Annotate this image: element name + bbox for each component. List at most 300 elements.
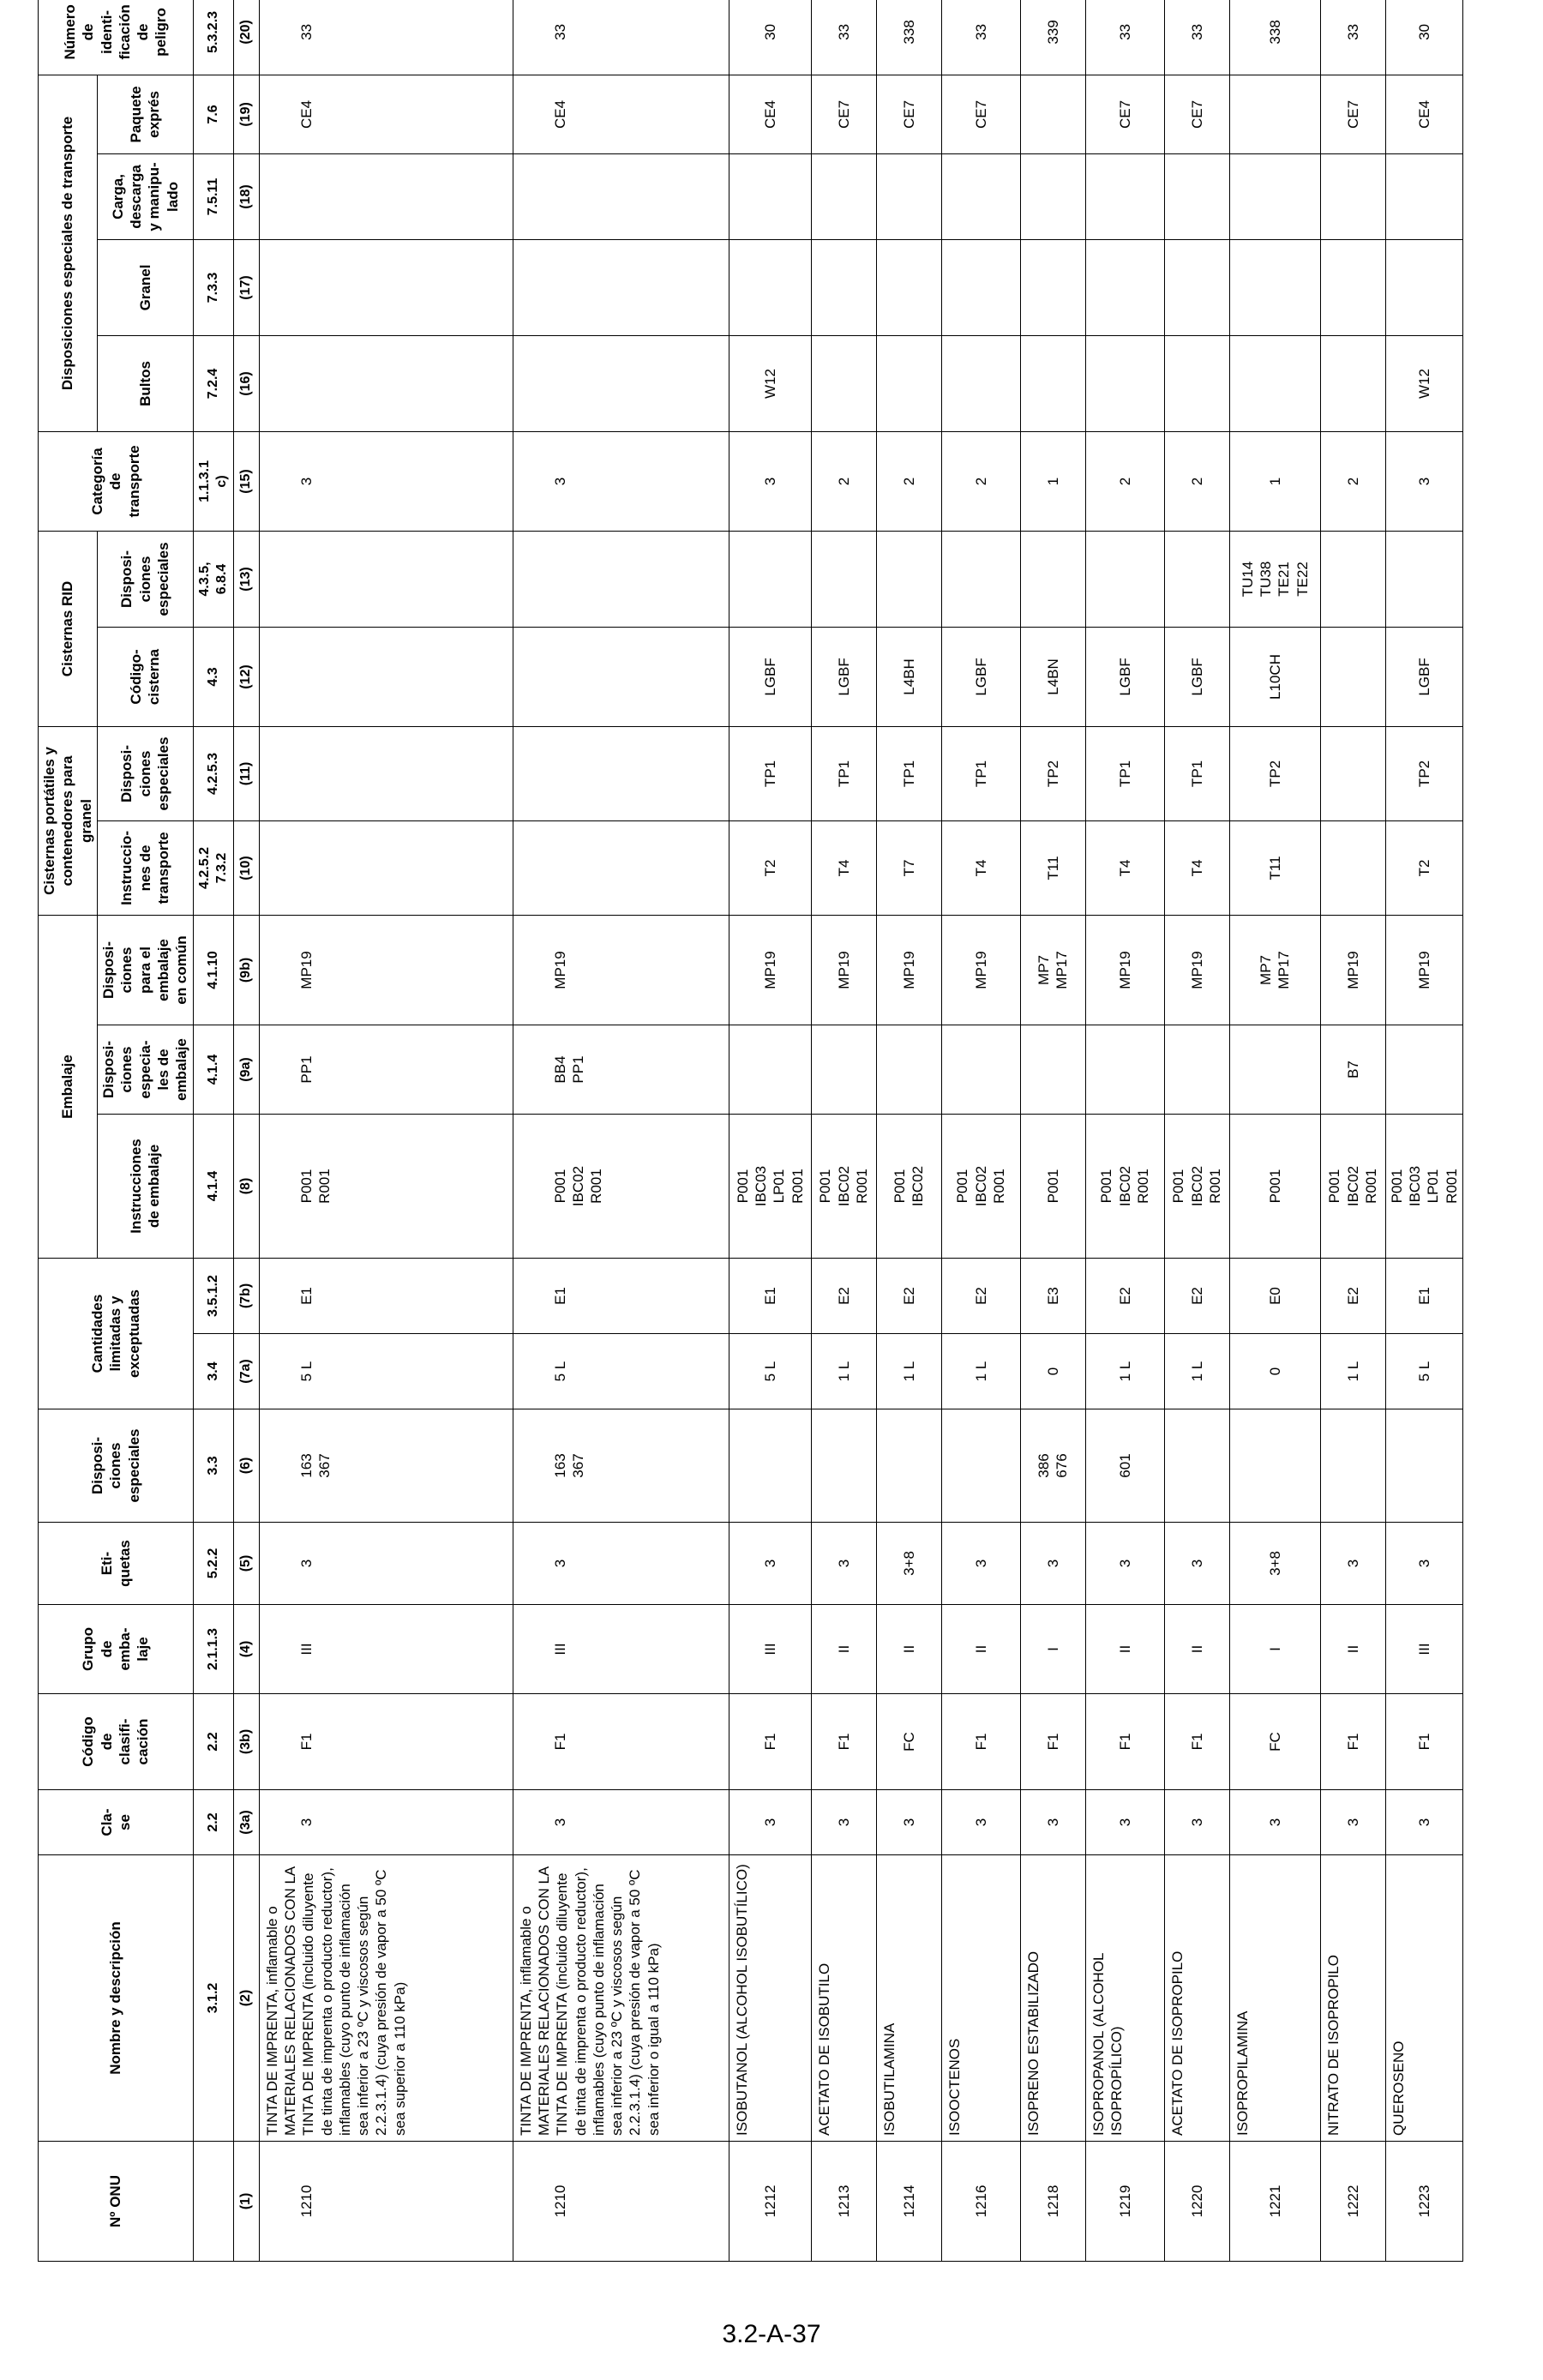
substance-name-cell: ISOPROPILAMINA (1229, 1855, 1320, 2142)
header-disposiciones-especiales: Disposi- ciones especiales (39, 1409, 194, 1523)
table-cell: I (1229, 1605, 1320, 1694)
table-cell: 2 (941, 431, 1020, 531)
table-cell: 1 (1020, 431, 1085, 531)
table-cell: 3 (941, 1790, 1020, 1855)
reference-cell: 3.1.2 (193, 1855, 233, 2142)
reference-cell: 4.1.4 (193, 1115, 233, 1259)
table-cell (1229, 335, 1320, 431)
un-number-cell: 1213 (811, 2142, 876, 2262)
table-cell: CE4 (513, 75, 729, 153)
table-cell: 339 (1020, 0, 1085, 75)
column-number-cell: (9a) (233, 1025, 259, 1115)
table-cell (811, 153, 876, 239)
table-cell: 1 L (876, 1334, 941, 1409)
table-cell: 3 (1320, 1523, 1385, 1605)
table-cell (513, 531, 729, 627)
table-cell: LGBF (729, 627, 811, 726)
table-row (1229, 0, 1320, 2262)
un-number-cell: 1212 (729, 2142, 811, 2262)
table-cell (1085, 239, 1164, 335)
table-cell (1020, 75, 1085, 153)
table-row (876, 0, 941, 2262)
table-cell (941, 335, 1020, 431)
table-cell: E0 (1229, 1259, 1320, 1334)
reference-cell: 7.5.11 (193, 153, 233, 239)
un-number-cell: 1220 (1164, 2142, 1229, 2262)
table-cell (513, 335, 729, 431)
table-cell (513, 627, 729, 726)
table-cell: 3 (1085, 1523, 1164, 1605)
table-cell: CE7 (876, 75, 941, 153)
table-cell (811, 531, 876, 627)
table-cell: MP19 (729, 915, 811, 1025)
un-number-cell: 1218 (1020, 2142, 1085, 2262)
table-cell (513, 239, 729, 335)
table-cell (811, 335, 876, 431)
column-number-cell: (3a) (233, 1790, 259, 1855)
table-cell: F1 (1320, 1694, 1385, 1790)
table-cell (1164, 1409, 1229, 1523)
table-cell (729, 531, 811, 627)
reference-cell: 2.1.1.3 (193, 1605, 233, 1694)
table-cell: E3 (1020, 1259, 1085, 1334)
table-cell (259, 531, 513, 627)
table-cell: T4 (1085, 820, 1164, 915)
header-clase: Cla- se (39, 1790, 194, 1855)
table-cell: 3+8 (1229, 1523, 1320, 1605)
table-cell: FC (876, 1694, 941, 1790)
table-cell: P001 IBC03 LP01 R001 (729, 1115, 811, 1259)
substance-name-cell: ISOBUTANOL (ALCOHOL ISOBUTÍLICO) (729, 1855, 811, 2142)
table-cell: F1 (1085, 1694, 1164, 1790)
table-cell: TP2 (1385, 726, 1462, 820)
table-cell: II (1164, 1605, 1229, 1694)
table-cell: FC (1229, 1694, 1320, 1790)
table-cell: 3 (1164, 1523, 1229, 1605)
header-paquete-expres: Paquete exprés (97, 75, 193, 153)
reference-cell: 4.2.5.2 7.3.2 (193, 820, 233, 915)
reference-cell: 3.3 (193, 1409, 233, 1523)
header-categoria-transporte: Categoría de transporte (39, 431, 194, 531)
reference-cell: 4.1.4 (193, 1025, 233, 1115)
table-cell: MP19 (876, 915, 941, 1025)
table-cell: 33 (941, 0, 1020, 75)
table-cell (1164, 239, 1229, 335)
table-cell (1020, 335, 1085, 431)
column-number-cell: (20) (233, 0, 259, 75)
table-row (729, 0, 811, 2262)
substance-name-cell: QUEROSENO (1385, 1855, 1462, 2142)
table-cell: P001 IBC02 R001 (1320, 1115, 1385, 1259)
table-cell: T4 (1164, 820, 1229, 915)
table-row (1320, 0, 1385, 2262)
table-cell: E2 (1164, 1259, 1229, 1334)
table-cell: F1 (259, 1694, 513, 1790)
table-cell (876, 153, 941, 239)
un-number-cell: 1210 (259, 2142, 513, 2262)
header-codigo-clasificacion: Código de clasifi- cación (39, 1694, 194, 1790)
substance-name-cell: TINTA DE IMPRENTA, inflamable o MATERIALES RELACIONADOS CON LA TINTA DE IMPRENTA (incluido diluyente de tinta de imprenta o producto reductor), inflamables (cuyo punto de inflamación sea inferior a 23 ºC y viscosos según 2.2.3.1.4) (cuya presión de vapor a 50 ºC sea superior a 110 kPa) (259, 1855, 513, 2142)
table-cell: CE4 (259, 75, 513, 153)
header-granel: Granel (97, 239, 193, 335)
table-cell: 3 (1385, 1790, 1462, 1855)
table-cell: 3 (941, 1523, 1020, 1605)
table-cell: T2 (1385, 820, 1462, 915)
table-cell (1164, 1025, 1229, 1115)
table-cell (1385, 1409, 1462, 1523)
table-cell: W12 (1385, 335, 1462, 431)
table-cell: 1 L (811, 1334, 876, 1409)
substance-name-cell: ISOBUTILAMINA (876, 1855, 941, 2142)
table-cell (1164, 153, 1229, 239)
table-row (1020, 0, 1085, 2262)
table-cell: 0 (1020, 1334, 1085, 1409)
column-number-cell: (17) (233, 239, 259, 335)
table-cell (1020, 1025, 1085, 1115)
table-cell: E1 (259, 1259, 513, 1334)
table-cell: TP1 (1085, 726, 1164, 820)
column-number-cell: (10) (233, 820, 259, 915)
column-number-cell: (2) (233, 1855, 259, 2142)
table-cell (941, 1409, 1020, 1523)
table-cell (259, 627, 513, 726)
table-cell (1385, 531, 1462, 627)
table-cell: TP1 (811, 726, 876, 820)
table-cell: T2 (729, 820, 811, 915)
table-cell: 1 L (941, 1334, 1020, 1409)
table-cell: 1 L (1320, 1334, 1385, 1409)
table-cell: 163 367 (259, 1409, 513, 1523)
table-cell: 3 (1164, 1790, 1229, 1855)
substance-name-cell: ACETATO DE ISOPROPILO (1164, 1855, 1229, 2142)
column-number-cell: (1) (233, 2142, 259, 2262)
table-cell: 2 (1164, 431, 1229, 531)
table-cell (1229, 239, 1320, 335)
un-number-cell: 1223 (1385, 2142, 1462, 2262)
table-cell: III (1385, 1605, 1462, 1694)
un-number-cell: 1210 (513, 2142, 729, 2262)
table-cell: 33 (259, 0, 513, 75)
reference-cell: 5.3.2.3 (193, 0, 233, 75)
header-codigo-cisterna: Código- cisterna (97, 627, 193, 726)
reference-cell: 4.3 (193, 627, 233, 726)
reference-cell: 4.2.5.3 (193, 726, 233, 820)
table-cell: II (1085, 1605, 1164, 1694)
reference-cell: 5.2.2 (193, 1523, 233, 1605)
column-number-row (233, 0, 259, 2262)
rotated-page (38, 4, 1460, 2262)
table-cell (876, 531, 941, 627)
header-cisternas-rid: Cisternas RID (39, 531, 98, 726)
table-cell (1229, 75, 1320, 153)
table-cell: 33 (811, 0, 876, 75)
table-cell: LGBF (811, 627, 876, 726)
header-grupo-embalaje: Grupo de emba- laje (39, 1605, 194, 1694)
table-cell: 33 (1320, 0, 1385, 75)
header-numero-peligro: Número de identi- ficación de peligro (39, 0, 194, 75)
table-row (513, 0, 729, 2262)
table-cell: L10CH (1229, 627, 1320, 726)
table-cell: CE7 (1320, 75, 1385, 153)
table-cell (811, 239, 876, 335)
dangerous-goods-table (38, 0, 1463, 2262)
header-no-onu: Nº ONU (39, 2142, 194, 2262)
column-number-cell: (8) (233, 1115, 259, 1259)
header-nombre: Nombre y descripción (39, 1855, 194, 2142)
table-cell: P001 R001 (259, 1115, 513, 1259)
rotated-table-wrapper (38, 4, 1460, 2262)
column-number-cell: (18) (233, 153, 259, 239)
table-cell: 5 L (259, 1334, 513, 1409)
table-cell: P001 IBC02 (876, 1115, 941, 1259)
table-cell (513, 726, 729, 820)
un-number-cell: 1216 (941, 2142, 1020, 2262)
reference-cell: 7.6 (193, 75, 233, 153)
table-cell: 33 (1085, 0, 1164, 75)
substance-name-cell: NITRATO DE ISOPROPILO (1320, 1855, 1385, 2142)
column-number-cell: (3b) (233, 1694, 259, 1790)
table-cell (1320, 1409, 1385, 1523)
table-cell: MP19 (1320, 915, 1385, 1025)
table-cell: I (1020, 1605, 1085, 1694)
table-cell: III (259, 1605, 513, 1694)
reference-cell: 4.3.5, 6.8.4 (193, 531, 233, 627)
table-cell (1229, 153, 1320, 239)
table-cell: W12 (729, 335, 811, 431)
table-cell: BB4 PP1 (513, 1025, 729, 1115)
table-cell (259, 335, 513, 431)
column-number-cell: (15) (233, 431, 259, 531)
table-cell (876, 1025, 941, 1115)
table-cell: B7 (1320, 1025, 1385, 1115)
table-cell: 1 L (1085, 1334, 1164, 1409)
table-cell: MP19 (811, 915, 876, 1025)
table-cell: MP19 (1164, 915, 1229, 1025)
table-cell: MP19 (941, 915, 1020, 1025)
table-cell (259, 153, 513, 239)
un-number-cell: 1219 (1085, 2142, 1164, 2262)
header-disp-cisternas-rid: Disposi- ciones especiales (97, 531, 193, 627)
table-cell: F1 (1164, 1694, 1229, 1790)
table-cell (1320, 531, 1385, 627)
column-number-cell: (11) (233, 726, 259, 820)
table-cell: E1 (1385, 1259, 1462, 1334)
table-cell (1385, 153, 1462, 239)
table-cell (1320, 820, 1385, 915)
table-cell (876, 1409, 941, 1523)
table-cell (1020, 153, 1085, 239)
table-cell: 3 (1085, 1790, 1164, 1855)
table-cell: F1 (1020, 1694, 1085, 1790)
header-instrucciones-transporte: Instruccio- nes de transporte (97, 820, 193, 915)
un-number-cell: 1221 (1229, 2142, 1320, 2262)
table-cell (941, 1025, 1020, 1115)
table-cell: 3 (1385, 431, 1462, 531)
table-cell (1385, 1025, 1462, 1115)
table-cell: E2 (1320, 1259, 1385, 1334)
table-cell (876, 239, 941, 335)
table-cell: P001 IBC02 R001 (513, 1115, 729, 1259)
table-cell (1020, 239, 1085, 335)
table-cell: P001 IBC02 R001 (811, 1115, 876, 1259)
table-cell (1320, 153, 1385, 239)
reference-cell: 7.3.3 (193, 239, 233, 335)
table-cell: E1 (513, 1259, 729, 1334)
table-cell (941, 531, 1020, 627)
reference-cell: 3.4 (193, 1334, 233, 1409)
table-body (259, 0, 1462, 2262)
page-number: 3.2-A-37 (722, 2320, 821, 2348)
table-cell (1385, 239, 1462, 335)
table-cell: 386 676 (1020, 1409, 1085, 1523)
header-bultos: Bultos (97, 335, 193, 431)
table-cell: 5 L (1385, 1334, 1462, 1409)
table-cell (941, 153, 1020, 239)
table-cell: L4BH (876, 627, 941, 726)
table-cell: P001 (1229, 1115, 1320, 1259)
table-cell: II (941, 1605, 1020, 1694)
table-cell (1085, 531, 1164, 627)
table-cell: 3 (259, 1790, 513, 1855)
table-cell: P001 (1020, 1115, 1085, 1259)
table-cell: P001 IBC03 LP01 R001 (1385, 1115, 1462, 1259)
substance-name-cell: ACETATO DE ISOBUTILO (811, 1855, 876, 2142)
table-cell (259, 726, 513, 820)
table-cell: 2 (1085, 431, 1164, 531)
table-cell: 3 (513, 1790, 729, 1855)
table-cell: 3 (876, 1790, 941, 1855)
header-cantidades: Cantidades limitadas y exceptuadas (39, 1259, 194, 1409)
table-cell (259, 820, 513, 915)
table-cell: 3 (259, 1523, 513, 1605)
table-cell: 3 (811, 1523, 876, 1605)
table-cell (1085, 1025, 1164, 1115)
table-cell (1085, 153, 1164, 239)
table-cell: CE7 (1164, 75, 1229, 153)
table-cell: 3 (729, 1790, 811, 1855)
table-row (941, 0, 1020, 2262)
table-cell (1320, 726, 1385, 820)
table-row (1164, 0, 1229, 2262)
table-cell: E2 (811, 1259, 876, 1334)
substance-name-cell: ISOOCTENOS (941, 1855, 1020, 2142)
table-cell (811, 1409, 876, 1523)
table-cell: 3 (729, 431, 811, 531)
substance-name-cell: ISOPROPANOL (ALCOHOL ISOPROPÍLICO) (1085, 1855, 1164, 2142)
table-cell: E2 (876, 1259, 941, 1334)
table-cell: CE7 (1085, 75, 1164, 153)
reference-cell: 7.2.4 (193, 335, 233, 431)
table-cell: 3 (513, 1523, 729, 1605)
table-cell: 3 (1020, 1790, 1085, 1855)
table-cell: II (811, 1605, 876, 1694)
table-cell: 1 L (1164, 1334, 1229, 1409)
reference-cell: 3.5.1.2 (193, 1259, 233, 1334)
table-cell: 3 (729, 1523, 811, 1605)
column-number-cell: (19) (233, 75, 259, 153)
table-cell: F1 (729, 1694, 811, 1790)
table-cell: 30 (1385, 0, 1462, 75)
reference-cell: 1.1.3.1 c) (193, 431, 233, 531)
table-cell: TP1 (876, 726, 941, 820)
table-cell: 3 (1385, 1523, 1462, 1605)
column-number-cell: (4) (233, 1605, 259, 1694)
table-cell: III (513, 1605, 729, 1694)
table-cell (1229, 1409, 1320, 1523)
table-cell: L4BN (1020, 627, 1085, 726)
table-cell (1320, 335, 1385, 431)
table-cell: P001 IBC02 R001 (941, 1115, 1020, 1259)
header-carga-descarga: Carga, descarga y manipu- lado (97, 153, 193, 239)
table-cell: F1 (941, 1694, 1020, 1790)
table-cell (259, 239, 513, 335)
table-cell: 30 (729, 0, 811, 75)
table-cell: 3 (513, 431, 729, 531)
reference-cell: 2.2 (193, 1694, 233, 1790)
table-cell: T4 (941, 820, 1020, 915)
header-disp-cisternas-portatiles: Disposi- ciones especiales (97, 726, 193, 820)
table-cell: LGBF (1085, 627, 1164, 726)
table-cell (1085, 335, 1164, 431)
table-cell: 1 (1229, 431, 1320, 531)
table-cell (513, 820, 729, 915)
table-cell: P001 IBC02 R001 (1164, 1115, 1229, 1259)
reference-cell (193, 2142, 233, 2262)
table-row (1385, 0, 1462, 2262)
table-cell: 338 (1229, 0, 1320, 75)
table-cell: II (1320, 1605, 1385, 1694)
header-disp-especiales-embalaje: Disposi- ciones especia- les de embalaje (97, 1025, 193, 1115)
header-embalaje: Embalaje (39, 915, 98, 1258)
column-number-cell: (12) (233, 627, 259, 726)
table-cell: 0 (1229, 1334, 1320, 1409)
column-number-cell: (13) (233, 531, 259, 627)
header-cisternas-portatiles: Cisternas portátiles y contenedores para granel (39, 726, 98, 915)
table-cell (729, 239, 811, 335)
table-cell: T11 (1020, 820, 1085, 915)
substance-name-cell: ISOPRENO ESTABILIZADO (1020, 1855, 1085, 2142)
table-cell: LGBF (941, 627, 1020, 726)
column-number-cell: (16) (233, 335, 259, 431)
table-cell: 163 367 (513, 1409, 729, 1523)
table-cell: MP19 (1385, 915, 1462, 1025)
table-cell: LGBF (1164, 627, 1229, 726)
table-cell: F1 (811, 1694, 876, 1790)
column-number-cell: (9b) (233, 915, 259, 1025)
table-cell: 33 (1164, 0, 1229, 75)
table-cell (1229, 1025, 1320, 1115)
header-disposiciones-transporte: Disposiciones especiales de transporte (39, 75, 98, 431)
table-cell: 3 (1229, 1790, 1320, 1855)
table-cell: TU14 TU38 TE21 TE22 (1229, 531, 1320, 627)
table-cell: TP1 (1164, 726, 1229, 820)
table-cell: II (876, 1605, 941, 1694)
table-cell: E1 (729, 1259, 811, 1334)
table-cell: 3 (1020, 1523, 1085, 1605)
table-cell: MP19 (513, 915, 729, 1025)
header-instrucciones-embalaje: Instrucciones de embalaje (97, 1115, 193, 1259)
table-cell: T4 (811, 820, 876, 915)
table-cell: III (729, 1605, 811, 1694)
table-cell: TP1 (729, 726, 811, 820)
table-cell (513, 153, 729, 239)
table-cell: MP7 MP17 (1020, 915, 1085, 1025)
table-cell (729, 1409, 811, 1523)
table-cell: CE4 (1385, 75, 1462, 153)
table-cell: CE7 (941, 75, 1020, 153)
table-cell: 5 L (513, 1334, 729, 1409)
table-cell: 3 (1320, 1790, 1385, 1855)
